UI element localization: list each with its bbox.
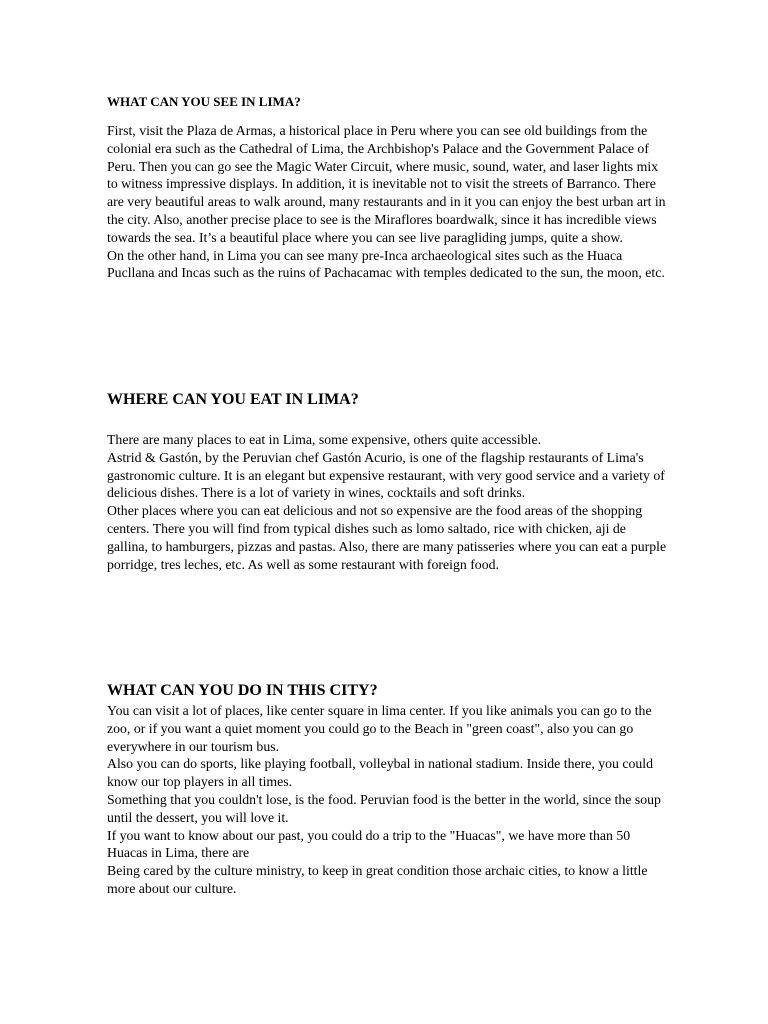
paragraph: Other places where you can eat delicious and not so expensive are the food areas of the shopping centers. There you will find from typical dishes such as lomo saltado, rice with chicken, aji de gallina, to hamburgers, pizzas and pastas. Also, there are many patisseries where you can eat a purple porridge, tres leches, etc. As well as some restaurant with foreign food. (107, 503, 667, 572)
section-heading-see: WHAT CAN YOU SEE IN LIMA? (107, 94, 301, 109)
section-body-do (107, 702, 667, 898)
section-heading-do: WHAT CAN YOU DO IN THIS CITY? (107, 682, 378, 699)
paragraph: Something that you couldn't lose, is the food. Peruvian food is the better in the world, since the soup until the dessert, you will love it. (107, 791, 661, 825)
paragraph: There are many places to eat in Lima, some expensive, others quite accessible. (107, 432, 542, 447)
paragraph: First, visit the Plaza de Armas, a historical place in Peru where you can see old buildings from the colonial era such as the Cathedral of Lima, the Archbishop's Palace and the Government Palace of Peru. Then you can go see the Magic Water Circuit, where music, sound, water, and laser lights mix to witness impressive displays. In addition, it is inevitable not to visit the streets of Barranco. There are very beautiful areas to walk around, many restaurants and in it you can enjoy the best urban art in the city. Also, another precise place to see is the Miraflores boardwalk, since it has incredible views towards the sea. It’s a beautiful place where you can see live paragliding jumps, quite a show. (107, 123, 666, 245)
paragraph: If you want to know about our past, you could do a trip to the "Huacas", we have more than 50 Huacas in Lima, there are (107, 827, 631, 861)
paragraph: Also you can do sports, like playing football, volleybal in national stadium. Inside there, you could know our top players in all times. (107, 756, 654, 790)
paragraph: Astrid & Gastón, by the Peruvian chef Gastón Acurio, is one of the flagship restaurants of Lima's gastronomic culture. It is an elegant but expensive restaurant, with very good service and a variety of delicious dishes. There is a lot of variety in wines, cocktails and soft drinks. (107, 449, 665, 501)
section-heading-eat: WHERE CAN YOU EAT IN LIMA? (107, 391, 359, 408)
section-body-see (107, 122, 667, 282)
paragraph: Being cared by the culture ministry, to keep in great condition those archaic cities, to know a little more about our culture. (107, 863, 648, 896)
section-body-eat (107, 431, 667, 573)
paragraph: On the other hand, in Lima you can see many pre-Inca archaeological sites such as the Huaca Pucllana and Incas such as the ruins of Pachacamac with temples dedicated to the sun, the moon, etc. (107, 247, 665, 281)
paragraph: You can visit a lot of places, like center square in lima center. If you like animals you can go to the zoo, or if you want a quiet moment you could go to the Beach in "green coast", also you can go everywhere in our tourism bus. (107, 703, 652, 754)
